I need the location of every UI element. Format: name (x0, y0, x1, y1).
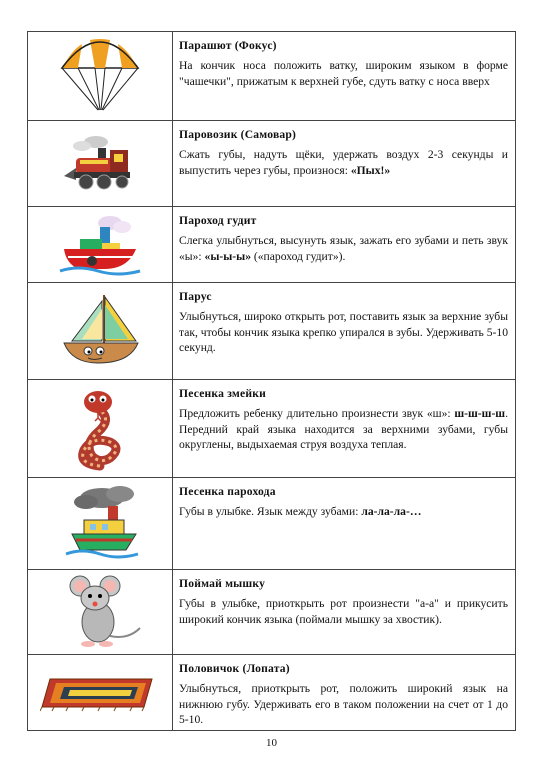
ship-smoke-icon (28, 478, 173, 569)
exercise-text (173, 478, 515, 569)
exercise-description: Слегка улыбнуться, высунуть язык, зажать его зубами и петь звук «ы»: (179, 234, 508, 263)
table-row (27, 380, 516, 478)
locomotive-icon (28, 121, 173, 206)
table-row (27, 31, 516, 121)
exercise-description: Губы в улыбке. Язык между зубами: (179, 505, 362, 519)
table-row (27, 570, 516, 655)
snake-icon (28, 380, 173, 477)
exercise-description: Предложить ребенку длительно произнести звук «ш»: (179, 407, 455, 421)
rug-icon (28, 655, 173, 730)
sailboat-icon (28, 283, 173, 379)
exercise-description: Улыбнуться, приоткрыть рот, положить широкий язык на нижнюю губу. Удерживать его в таком положении на счет от 1 до 5-10. (179, 682, 508, 726)
exercise-title: Паровозик (Самовар) (179, 128, 297, 141)
exercise-sound: ш-ш-ш-ш (454, 407, 506, 421)
exercise-description: На кончик носа положить ватку, широким языком в форме "чашечки", прижатым к верхней губе, сдуть ватку с носа вверх (179, 59, 508, 88)
table-row (27, 283, 516, 380)
exercise-text (173, 380, 515, 477)
exercise-description-end: . Передний край языка находится за верхними зубами, губы округлены, выдыхаемая струя воздуха теплая. (179, 407, 508, 451)
table-row (27, 121, 516, 207)
exercise-text (173, 121, 515, 206)
exercise-title: Поймай мышку (179, 577, 266, 590)
exercise-title: Парашют (Фокус) (179, 39, 277, 52)
exercise-sound: «Пых!» (350, 163, 391, 177)
table-row (27, 655, 516, 731)
table-row (27, 478, 516, 570)
exercise-description: Сжать губы, надуть щёки, удержать воздух 2-3 секунды и выпустить через губы, произнося: (179, 148, 508, 177)
exercise-title: Пароход гудит (179, 214, 257, 227)
parachute-icon (28, 32, 173, 120)
exercise-text (173, 207, 515, 282)
exercise-text (173, 655, 515, 730)
steamboat-icon (28, 207, 173, 282)
exercise-title: Половичок (Лопата) (179, 662, 290, 675)
exercise-description: Губы в улыбке, приоткрыть рот произнести "а-а" и прикусить широкий кончик языка (поймали мышку за хвостик). (179, 597, 508, 626)
exercise-text (173, 283, 515, 379)
exercise-title: Песенка парохода (179, 485, 276, 498)
exercise-text (173, 570, 515, 654)
exercise-sound: ла-ла-ла-… (361, 505, 422, 519)
exercise-description-end: («пароход гудит»). (251, 249, 346, 263)
exercise-title: Песенка змейки (179, 387, 266, 400)
table-row (27, 207, 516, 283)
page-number: 10 (266, 737, 277, 749)
exercise-sound: «ы-ы-ы» (204, 249, 251, 263)
exercise-table (27, 31, 516, 731)
exercise-description: Улыбнуться, широко открыть рот, поставить язык за верхние зубы так, чтобы кончик языка крепко упирался в зубы. Удерживать 5-10 секунд. (179, 310, 508, 354)
exercise-text (173, 32, 515, 120)
mouse-icon (28, 570, 173, 654)
exercise-title: Парус (179, 290, 212, 303)
